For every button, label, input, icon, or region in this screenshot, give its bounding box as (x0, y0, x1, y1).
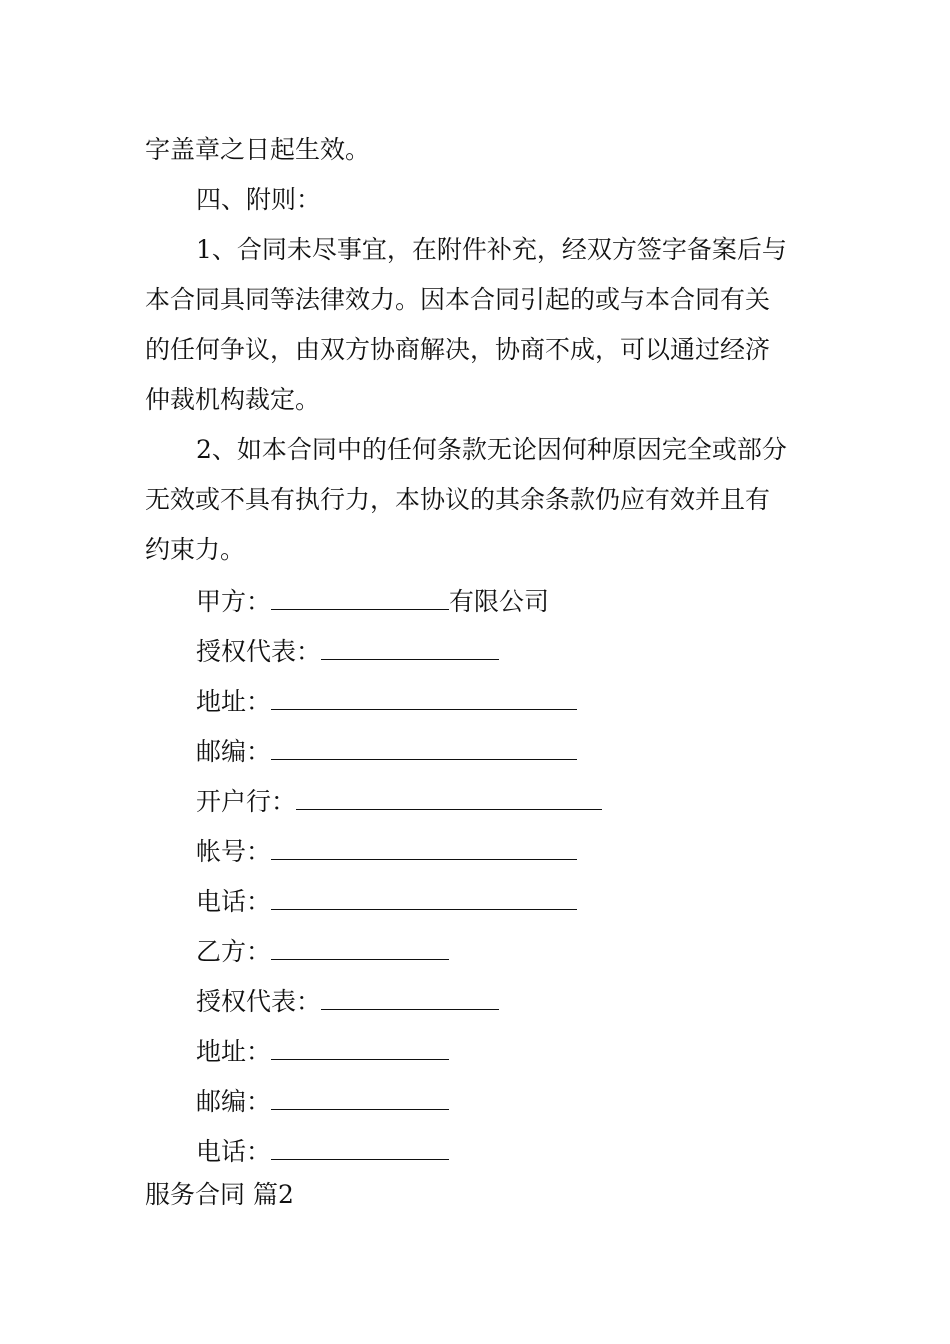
party-a-address-label: 地址： (196, 687, 272, 716)
party-a-address-row (196, 685, 577, 717)
party-b-row (196, 935, 449, 967)
party-a-postcode-blank (271, 735, 577, 760)
party-b-rep-row (196, 985, 499, 1017)
party-a-address-blank (271, 685, 577, 710)
body-line: 无效或不具有执行力，本协议的其余条款仍应有效并且有 (145, 485, 771, 514)
party-b-postcode-blank (271, 1085, 449, 1110)
party-a-label: 甲方： (196, 587, 272, 616)
party-a-name-blank (271, 585, 449, 610)
body-line: 1、合同未尽事宜，在附件补充，经双方签字备案后与 (196, 235, 787, 264)
party-a-rep-row (196, 635, 499, 667)
party-a-account-blank (271, 835, 577, 860)
party-b-phone-blank (271, 1135, 449, 1160)
party-a-postcode-label: 邮编： (196, 737, 272, 766)
party-b-postcode-label: 邮编： (196, 1087, 272, 1116)
party-a-suffix: 有限公司 (449, 587, 550, 616)
party-a-rep-blank (321, 635, 499, 660)
party-a-bank-blank (296, 785, 602, 810)
party-a-account-label: 帐号： (196, 837, 272, 866)
party-a-account-row (196, 835, 577, 867)
party-b-address-row (196, 1035, 449, 1067)
body-line: 本合同具同等法律效力。因本合同引起的或与本合同有关 (145, 285, 771, 314)
party-a-phone-blank (271, 885, 577, 910)
party-b-rep-blank (321, 985, 499, 1010)
party-b-name-blank (271, 935, 449, 960)
party-a-bank-row (196, 785, 602, 817)
next-section-heading: 服务合同 篇2 (145, 1180, 294, 1209)
party-b-phone-label: 电话： (196, 1137, 272, 1166)
party-a-rep-label: 授权代表： (196, 637, 322, 666)
body-line: 约束力。 (145, 535, 246, 564)
party-a-phone-label: 电话： (196, 887, 272, 916)
party-a-bank-label: 开户行： (196, 787, 297, 816)
party-b-rep-label: 授权代表： (196, 987, 322, 1016)
body-line: 2、如本合同中的任何条款无论因何种原因完全或部分 (196, 435, 787, 464)
party-a-row (196, 585, 549, 617)
body-line: 字盖章之日起生效。 (145, 135, 371, 164)
party-a-phone-row (196, 885, 577, 917)
body-line: 的任何争议，由双方协商解决，协商不成，可以通过经济 (145, 335, 771, 364)
party-b-phone-row (196, 1135, 449, 1167)
party-b-address-blank (271, 1035, 449, 1060)
party-b-address-label: 地址： (196, 1037, 272, 1066)
party-a-postcode-row (196, 735, 577, 767)
section-heading: 四、附则： (196, 185, 322, 214)
body-line: 仲裁机构裁定。 (145, 385, 321, 414)
party-b-label: 乙方： (196, 937, 272, 966)
party-b-postcode-row (196, 1085, 449, 1117)
